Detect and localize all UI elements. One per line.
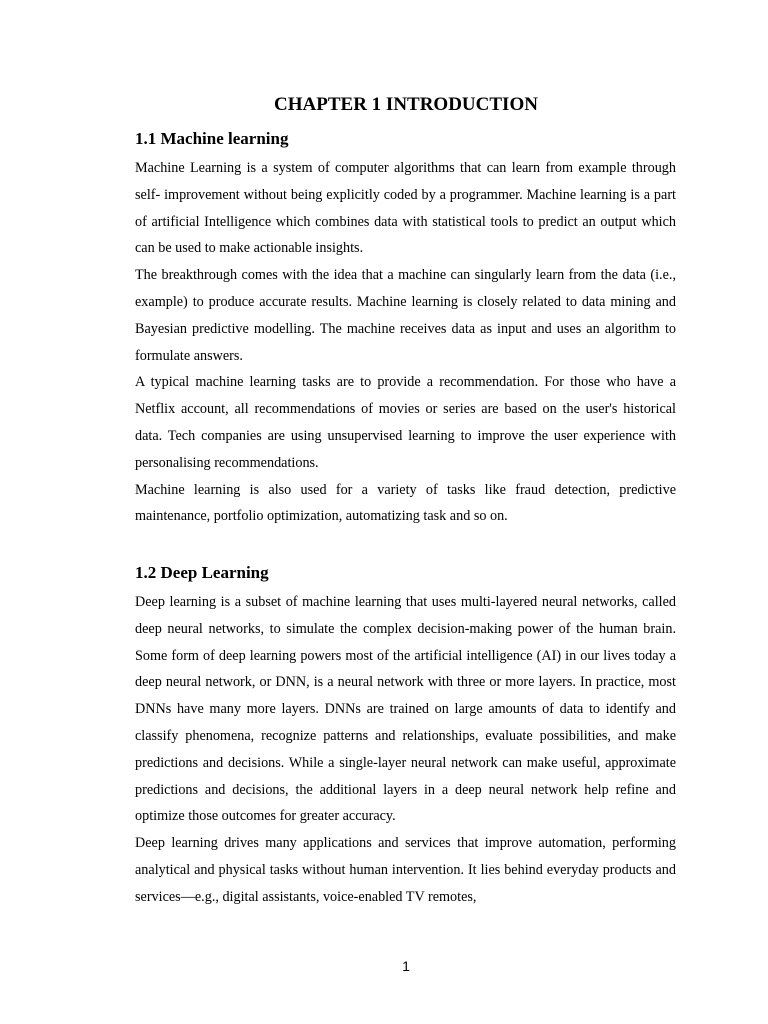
paragraph: Machine Learning is a system of computer algorithms that can learn from example through self- improvement without being explicitly coded by a programmer. Machine learning is a part of artificial Intelligence which combines data with statistical tools to predict an output which can be used to make actionable insights. xyxy=(135,160,676,257)
section-heading-deep-learning: 1.2 Deep Learning xyxy=(135,563,269,582)
section-body-deep-learning xyxy=(135,589,676,911)
chapter-title: CHAPTER 1 INTRODUCTION xyxy=(274,94,538,115)
page-number: 1 xyxy=(402,958,410,974)
section-body-machine-learning xyxy=(135,155,676,530)
paragraph: The breakthrough comes with the idea that a machine can singularly learn from the data (i.e., example) to produce accurate results. Machine learning is closely related to data mining and Bayesian predictive modelling. The machine receives data as input and uses an algorithm to formulate answers. xyxy=(135,267,676,364)
paragraph: Machine learning is also used for a variety of tasks like fraud detection, predictive maintenance, portfolio optimization, automatizing task and so on. xyxy=(135,481,676,525)
section-heading-machine-learning: 1.1 Machine learning xyxy=(135,129,289,148)
paragraph: A typical machine learning tasks are to provide a recommendation. For those who have a Netflix account, all recommendations of movies or series are based on the user's historical data. Tech companies are using unsupervised learning to improve the user experience with personalising recommendations. xyxy=(135,374,676,471)
paragraph: Deep learning is a subset of machine learning that uses multi-layered neural networks, called deep neural networks, to simulate the complex decision-making power of the human brain. Some form of deep learning powers most of the artificial intelligence (AI) in our lives today a deep neural network, or DNN, is a neural network with three or more layers. In practice, most DNNs have many more layers. DNNs are trained on large amounts of data to identify and classify phenomena, recognize patterns and relationships, evaluate possibilities, and make predictions and decisions. While a single-layer neural network can make useful, approximate predictions and decisions, the additional layers in a deep neural network help refine and optimize those outcomes for greater accuracy. xyxy=(135,594,676,825)
paragraph: Deep learning drives many applications and services that improve automation, performing analytical and physical tasks without human intervention. It lies behind everyday products and services—e.g., digital assistants, voice-enabled TV remotes, xyxy=(135,835,676,905)
